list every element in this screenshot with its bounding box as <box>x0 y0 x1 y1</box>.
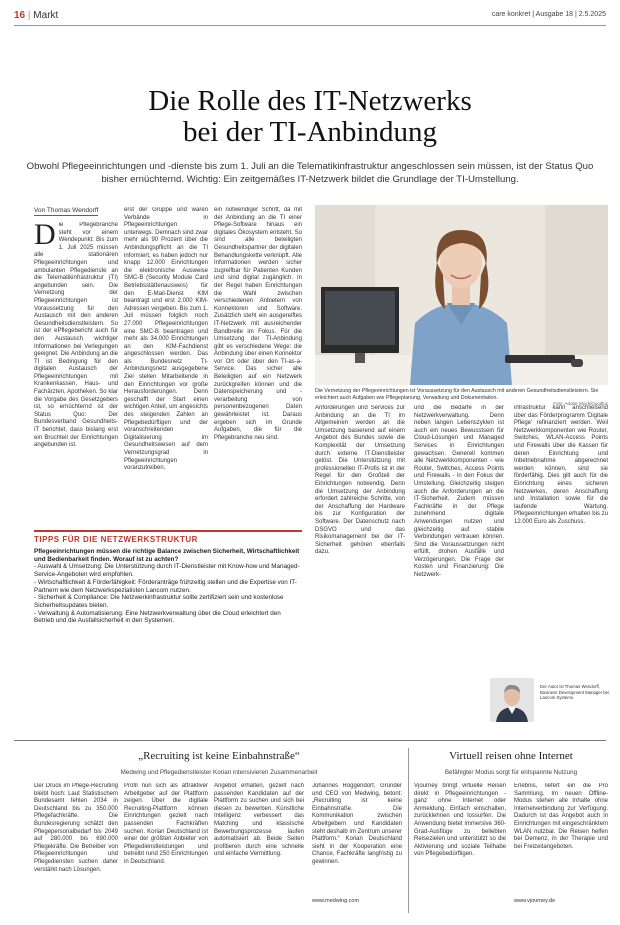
portrait-image <box>490 678 534 722</box>
virtual-travel-title: Virtuell reisen ohne Internet <box>449 750 573 762</box>
article-column-2: erst der Gruppe und waren Verbände in Pflegeeinrichtungen unterwegs. Demnach sind zwar mehr als 90 Prozent über die Anbindungspflicht an die TI informiert, es haben jedoch nur knapp 12.000 Einrichtungen die elektronische Ausweise SMC-B (Security Module Card Betriebsstättenausweis) für den E-Mail-Dienst KIM beantragt und erst 2.000 KIM-Adressen vergeben. Bis zum 1. Juli müssen folglich noch 27.000 Pflegeeinrichtungen eine SMC-B beantragen und mehr als 34.000 Einrichtungen an den KIM-Fachdienst angeschlossen werden. Das als Bundesnetz TI-Anbindungsnetz ausgegebene Ziel stellen Mitarbeitende in den Einrichtungen vor große Herausforderungen. Denn geschafft der Start einen wichtigen Anteil, um angesichts des steigenden Zahlen an Pflegebedürftigen und der voranschreitenden Digitalisierung im Gesundheitswesen auf dem Vernetzungsgrad in Pflegeeinrichtungen voranzutreiben. <box>124 207 208 472</box>
infobox-intro: Pflegeeinrichtungen müssen die richtige Balance zwischen Sicherheit, Wirtschaftlichkeit und Bedienbarkeit finden. Worauf ist zu achten? <box>34 548 300 563</box>
infobox-item: - Verwaltung & Automatisierung: Eine Netzwerkverwaltung über die Cloud erleichtert den Betrieb und die Ausfallsicherheit in den Systemen. <box>34 610 302 625</box>
recruiting-column-3: Angebot erhalten, gezielt nach passenden Kandidaten auf der Plattform zu suchen und sich bei diesen zu bewerben. Künstliche Intelligenz verbessert das Matching und klassische Bewerbungsprozesse laufen automatisiert ab. Beide Seiten profitieren durch eine schnelle und einfache Vermittlung. <box>214 783 304 858</box>
article-title <box>0 86 620 148</box>
article-column-6: infrastruktur kann anschließend über das Förderprogramm 'Digitale Pflege' refinanziert werden. Weil Netzwerkkomponenten wie Router, Switches, WLAN-Access Points und Firewalls über die Kassen für deren Einrichtung und Inbetriebnahme abgerechnet werden können, sind sie förderfähig. Dies gilt auch für die Einrichtung eines sicheren Netzwerkes, deren Anschaffung und Installation sowie für die laufende Wartung. Pflegeeinrichtungen erhalten bis zu 12.000 Euro als Zuschuss. <box>514 405 608 525</box>
article-photo <box>315 205 608 385</box>
recruiting-title: „Recruiting ist keine Einbahnstraße“ <box>138 750 300 762</box>
virtual-travel-column-1: Vjourney bringt virtuelle Reisen direkt in Pflegeeinrichtungen - ganz ohne Internet oder Anmeldung. Einfach einschalten, zurücklehnen und lossurfen. Die Anwendung bietet immersive 360-Grad-Ausflüge zu beliebten Reisezielen und unterstützt so die Aktivierung und soziale Teilhabe von Pflegebedürftigen. <box>414 783 506 858</box>
dropcap: D <box>34 222 56 251</box>
article-lead: Obwohl Pflegeeinrichtungen und -dienste bis zum 1. Juli an die Telematikinfrastruktur angeschlossen sein müssen, ist der Status Quo bisher ernüchternd. Wichtig: Ein zeitgemäßes IT-Netzwerk bildet die Grundlage der TI-Umstellung. <box>26 161 594 185</box>
author-line: Von Thomas Wendorff <box>34 207 99 214</box>
virtual-travel-lead: Befähigter Modus sorgt für entspannte Nutzung <box>444 769 578 776</box>
page-number: 16 <box>14 10 26 21</box>
photo-illustration <box>315 205 608 385</box>
article-column-1 <box>34 222 118 525</box>
column-divider <box>408 748 409 913</box>
header-rule <box>14 25 606 26</box>
virtual-travel-column-2: Erlebnis, liefert ein die Pro Sammlung. Im neuen Offline-Modus stehen alle Inhalte ohne Internetverbindung zur Verfügung. Dadurch ist das Angebot auch in Einrichtungen mit eingeschränktem WLAN nutzbar. Die Reisen helfen bei Demenz, in der Therapie und bei Freizeitangeboten. <box>514 783 608 850</box>
recruiting-lead: Medwing und Pflegedienstleister Korian intensivieren Zusammenarbeit <box>120 769 318 776</box>
article-column-3: ein notwendiger Schritt, da mit der Anbindung an die TI einer Pflege-Software hinaus ein digitales Ökosystem entsteht. So sind alle beteiligten Gesundheitspartner der digitalen Behandlungskette verknüpft. Alle Informationen werden sicher zugreifbar für Patienten Kunden und sind digital zugänglich. In der Regel haben Einrichtungen die Wahl zwischen verschiedenen Anbietern von Konnektoren und Software. Zusätzlich steht ein ausgereiftes IT-Netzwerk mit ausreichender Bandbreite im Fokus. Für die Umsetzung der TI-Anbindung gibt es verschiedene Wege: die Anbindung über einen Konnektor vor Ort oder über den TI-as-a-Service. Das sicher alle Beteiligten auf ein Netzwerk zurückgreifen können und die Datenspeicherung und -verarbeitung von personenbezogenen Daten gewährleistet ist. Daraus ergeben sich im Grunde Aufgaben, die für die Pflegebranche neu sind. <box>214 207 302 441</box>
article-column-5: und die Bedarfe in der Netzwerkverwaltung. Denn neben langen Lebenszyklen ist auch ein neues Bewusstsein für Cloud-Lösungen und Managed Services in Einrichtungen gewachsen. Generell kommen alle Netzwerkkomponenten - wie Router, Switches, Access Points und Firewalls - in den Fokus der Umstellung. Gleichzeitig steigen auch die Anforderungen an die IT-Sicherheit. Zudem müssen Fachkräfte in der Pflege zunehmend digitale Anwendungen nutzen und gleichzeitig auf stabile Verbindungen vertrauen können. Sind die Voraussetzungen nicht erfüllt, drohen Ausfälle und Verzögerungen. Die Frage der Kosten und Finanzierung: Die Netzwerk- <box>414 405 504 579</box>
infobox-item: - Sicherheit & Compliance: Die Netzwerkinfrastruktur sollte zertifiziert sein und kostenlose Sicherheitsupdates bieten. <box>34 594 302 609</box>
infobox-item: - Wirtschaftlichkeit & Förderfähigkeit: Förderanträge frühzeitig stellen und die Expertise von IT-Partnern wie dem Netzwerkspezialisten Lancom nutzen. <box>34 579 302 594</box>
article-column-1-text: ie Pflegebranche steht vor einem Wendepunkt: Bis zum 1. Juli 2025 müssen alle stationären Pflegeeinrichtungen und ambulanten Pflegedienste an die Telematikinfrastruktur (TI) angebunden sein. Die Vernetzung der Pflegeeinrichtungen ist Voraussetzung für den Austausch mit den anderen Gesundheitsdienstleistern. So ist der ePflegebericht auch für den Austausch wichtiger Informationen bei Verlegungen geeignet. Die Anbindung an die TI ist Bedingung für den digitalen Austausch der Pflegeeinrichtungen mit Krankenkassen, Haus- und Fachärzten, Apotheken. So klar die Vorgabe des Gesetzgebers ist, so ernüchternd ist der Status Quo: Der Bundesverband Gesundheits-IT berichtet, dass bislang erst ein Bruchteil der Einrichtungen angebunden ist. <box>34 222 118 449</box>
photo-credit: Foto: Adobe Stock/Goodluz <box>553 401 608 406</box>
recruiting-column-4: Johannes Roggendorf, Gründer und CEO von Medwing, betont: „Recruiting ist keine Einbahnstraße. Die Kommunikation zwischen Arbeitgebern und Kandidaten steht deshalb im Zentrum unserer Plattform.“ Korian Deutschland sieht in der Kooperation eine Chance, Fachkräfte langfristig zu gewinnen. <box>312 783 402 865</box>
infobox-item: - Auswahl & Umsetzung: Die Unterstützung durch IT-Dienstleister mit Know-how und Managed-Service-Angeboten wird empfohlen. <box>34 563 302 578</box>
infobox-body <box>34 548 302 625</box>
page-header-left: 16 | Markt <box>14 10 59 21</box>
section-name: Markt <box>33 10 59 21</box>
section-rule <box>14 740 606 741</box>
page-header-right: care konkret | Ausgabe 18 | 2.5.2025 <box>491 11 606 18</box>
photo-caption-text: Die Vernetzung der Pflegeeinrichtungen ist Voraussetzung für den Austausch mit anderen Gesundheitsdienstleistern. Sie erleichtert auch Aufgaben wie Pflegeplanung, Verwaltung und Dokumentation. <box>315 388 599 401</box>
recruiting-url: www.medwing.com <box>312 898 360 904</box>
article-title-line2: bei der TI-Anbindung <box>183 116 437 148</box>
author-portrait <box>490 678 534 722</box>
article-title-line1: Die Rolle des IT-Netzwerks <box>148 85 472 117</box>
infobox-list <box>34 563 302 625</box>
virtual-travel-url: www.vjourney.de <box>514 898 556 904</box>
article-column-4: Anforderungen und Services zur Anbindung an die TI im Allgemeinen werden an die Umsetzung basierend auf einem Angebot des Bundes sowie die Komplexität der Umsetzung durch externe IT-Dienstleister gelöst. Die Unterstützung mit professionellen IT-Profis ist in der Regel für den Großteil der Einrichtungen notwendig. Denn die Umsetzung der Anbindung erfordert zahlreiche Schritte, von der Anschaffung der Hardware bis zur Konfiguration der Software. Der Datenschutz nach DSGVO und das Risikomanagement bei der IT-Sicherheit gehören ebenfalls dazu. <box>315 405 405 556</box>
infobox-title: TIPPS FÜR DIE NETZWERKSTRUKTUR <box>34 535 198 544</box>
infobox-rule <box>34 530 302 532</box>
recruiting-column-1: Der Druck im Pflege-Recruiting bleibt hoch: Laut Statistischem Bundesamt fehlen 2034 in Deutschland bis zu 350.000 Pflegefachkräfte. Die Bundesregierung schätzt den Pflegepersonalbedarf bis 2049 auf 280.000 bis 690.000 Pflegekräfte. Die Betreiber von Pflegeeinrichtungen und Pflegediensten suchen daher verstärkt nach Lösungen. <box>34 783 118 873</box>
recruiting-column-2: Profil nun sich als attraktiver Arbeitgeber auf der Plattform zeigen. Über die digitale Recruiting-Plattform können Einrichtungen gezielt nach passenden Fachkräften suchen. Korian Deutschland ist einer der größten Anbieter von Pflegedienstleistungen und betreibt rund 250 Einrichtungen in Deutschland. <box>124 783 208 865</box>
portrait-caption: Der Autor ist Thomas Wendorff, Business Development Manager bei Lancom Systems. <box>540 684 610 700</box>
